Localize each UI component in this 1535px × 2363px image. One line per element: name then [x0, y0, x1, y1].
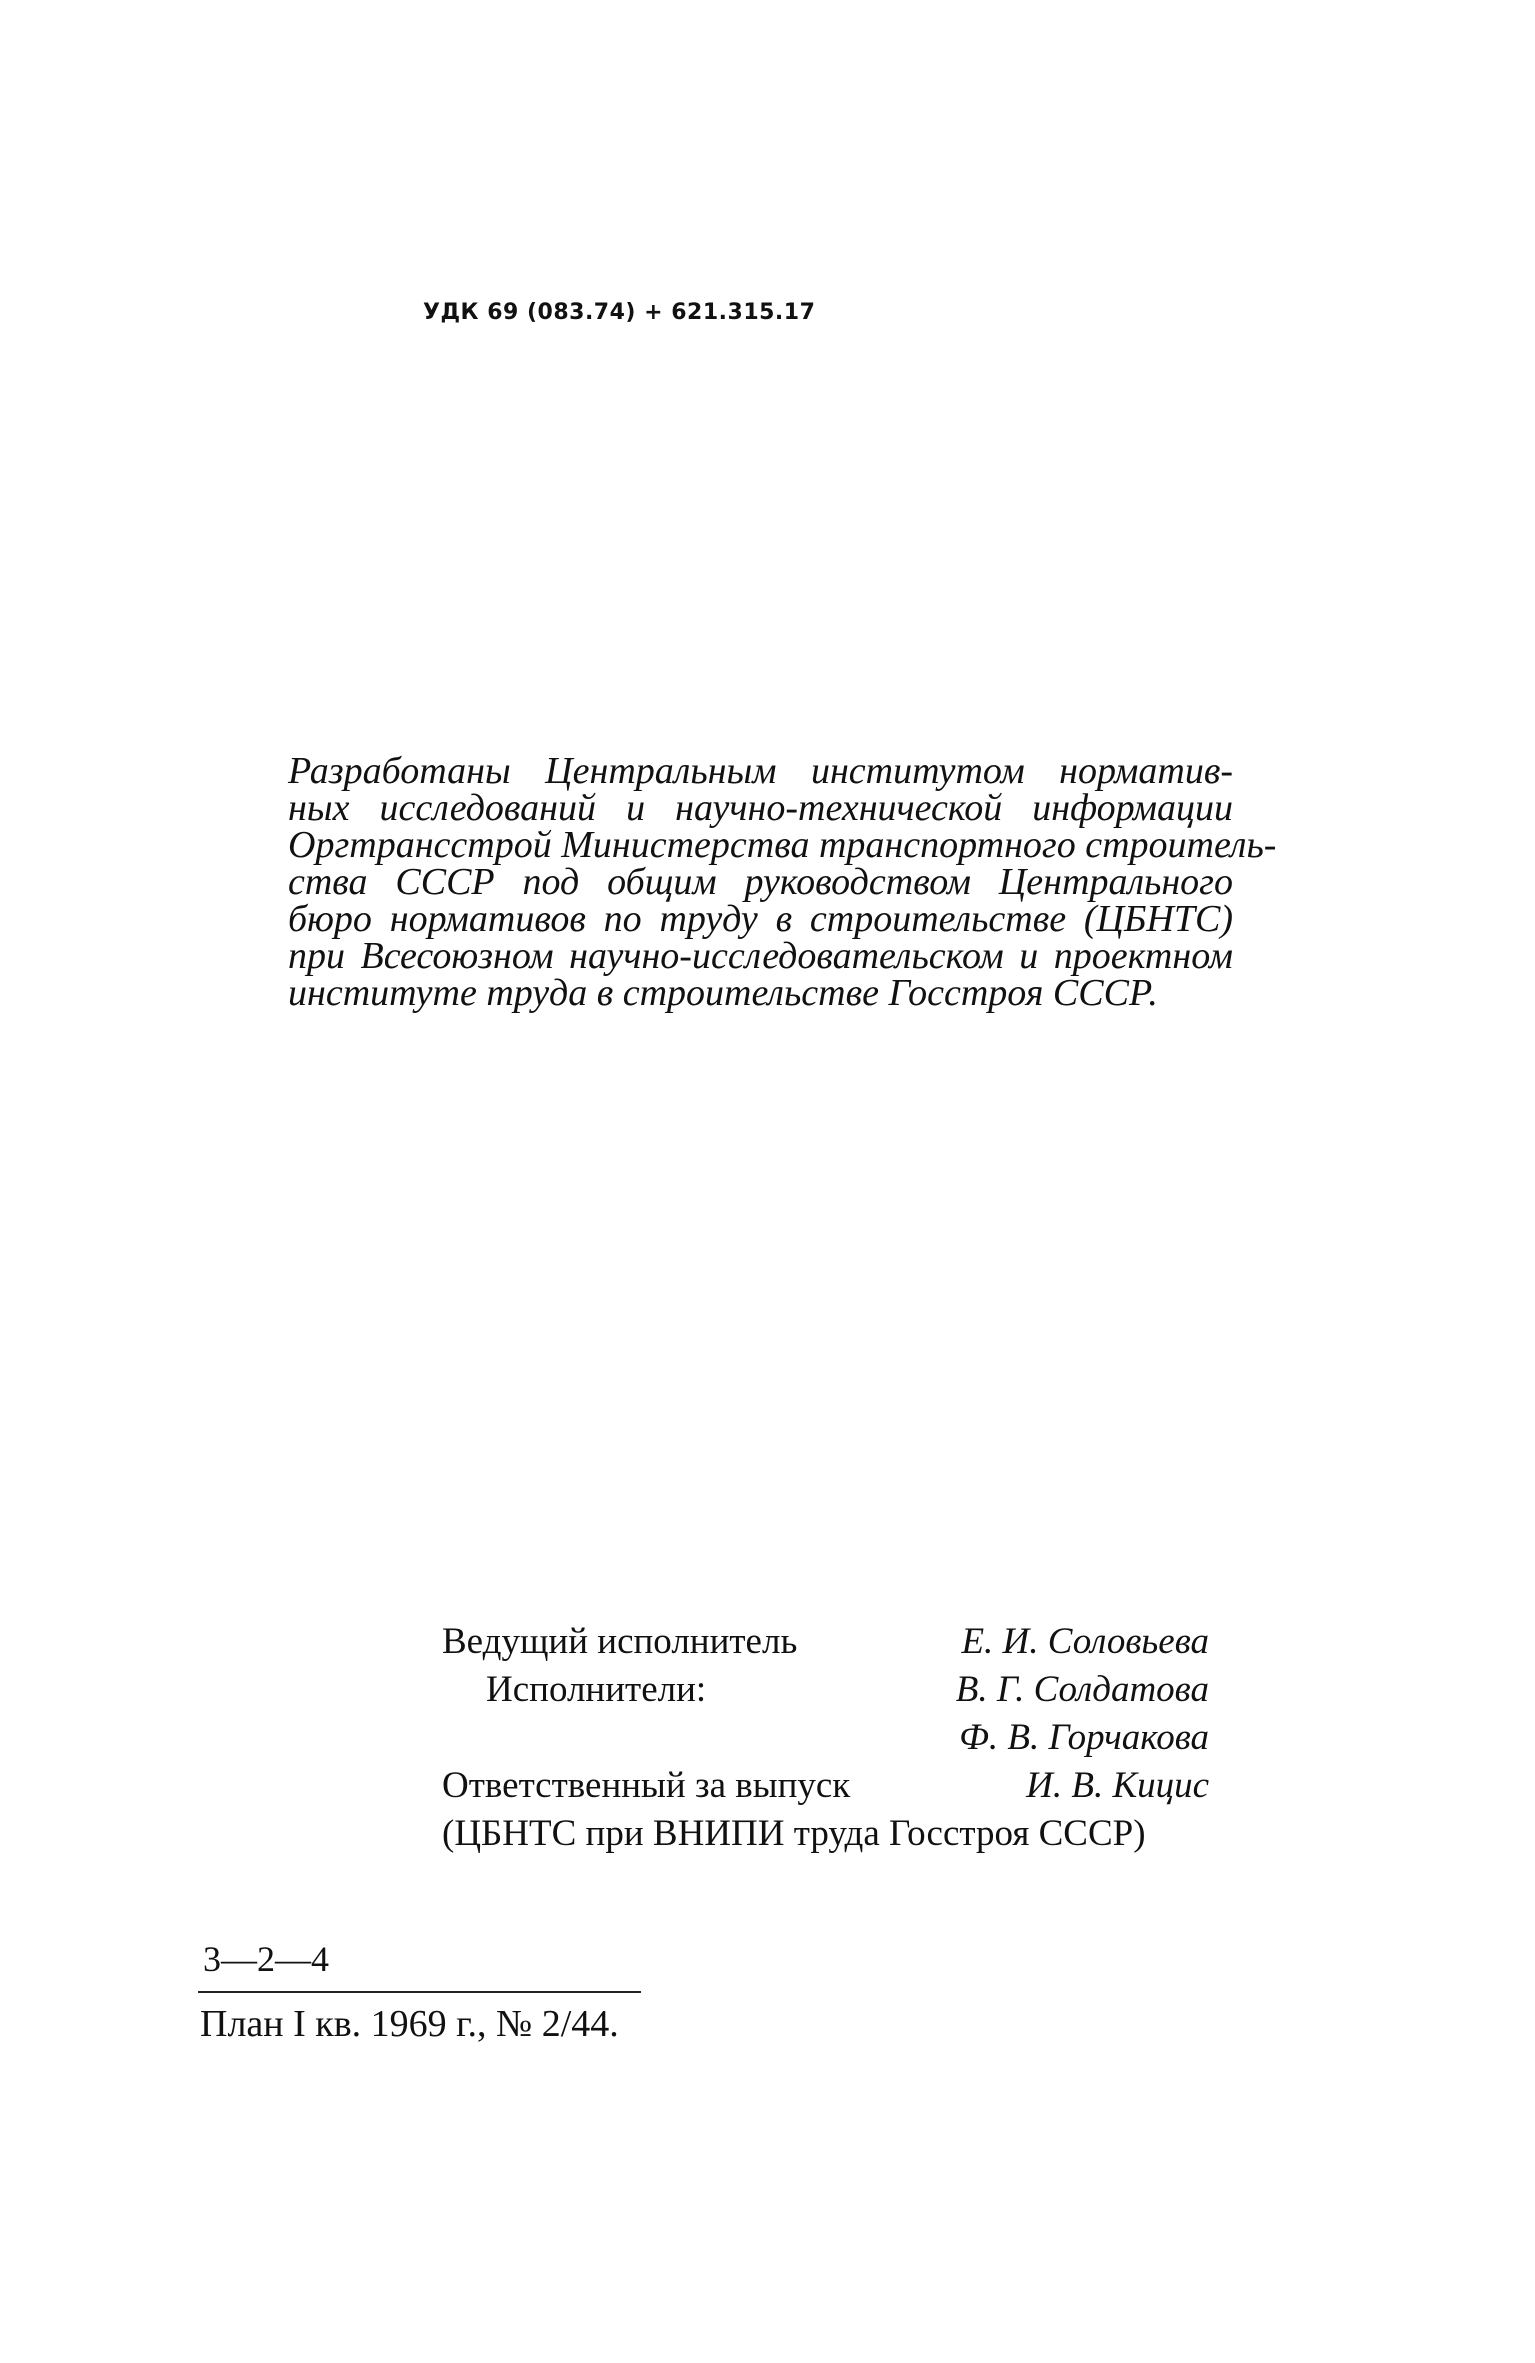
udk-classification: УДК 69 (083.74) + 621.315.17 [423, 300, 816, 325]
imprint-code: 3—2—4 [203, 1939, 329, 1979]
publication-plan: План I кв. 1969 г., № 2/44. [200, 2003, 619, 2045]
responsible-label: Ответственный за выпуск [442, 1765, 851, 1806]
responsible-name: И. В. Кицис [1026, 1765, 1209, 1806]
lead-executor-name: Е. И. Соловьева [961, 1621, 1209, 1662]
organization-note: (ЦБНТС при ВНИПИ труда Госстроя СССР) [442, 1813, 1146, 1854]
staff-row-lead [442, 1618, 1242, 1666]
credits-line: при Всесоюзном научно-исследовательском и проектном [288, 935, 1233, 977]
credits-line: ных исследований и научно-технической информации [288, 787, 1233, 829]
credits-line: институте труда в строительстве Госстроя СССР. [288, 972, 1158, 1014]
credits-line: Разработаны Центральным институтом норматив- [288, 750, 1233, 792]
credits-line: ства СССР под общим руководством Центрального [288, 861, 1233, 903]
staff-row-responsible [442, 1762, 1242, 1810]
staff-list [442, 1618, 1242, 1858]
credits-line: бюро нормативов по труду в строительстве (ЦБНТС) [288, 898, 1233, 940]
staff-row-executor-2 [442, 1714, 1242, 1762]
divider [198, 1991, 641, 1993]
executor-name: Ф. В. Горчакова [959, 1717, 1209, 1758]
staff-row-executors [442, 1666, 1242, 1714]
credits-paragraph [288, 750, 1277, 1014]
staff-row-organization [442, 1810, 1242, 1858]
executor-name: В. Г. Солдатова [955, 1669, 1209, 1710]
executors-label: Исполнители: [486, 1669, 707, 1710]
lead-executor-label: Ведущий исполнитель [442, 1621, 798, 1662]
credits-line: Оргтрансстрой Министерства транспортного строитель- [288, 824, 1277, 866]
